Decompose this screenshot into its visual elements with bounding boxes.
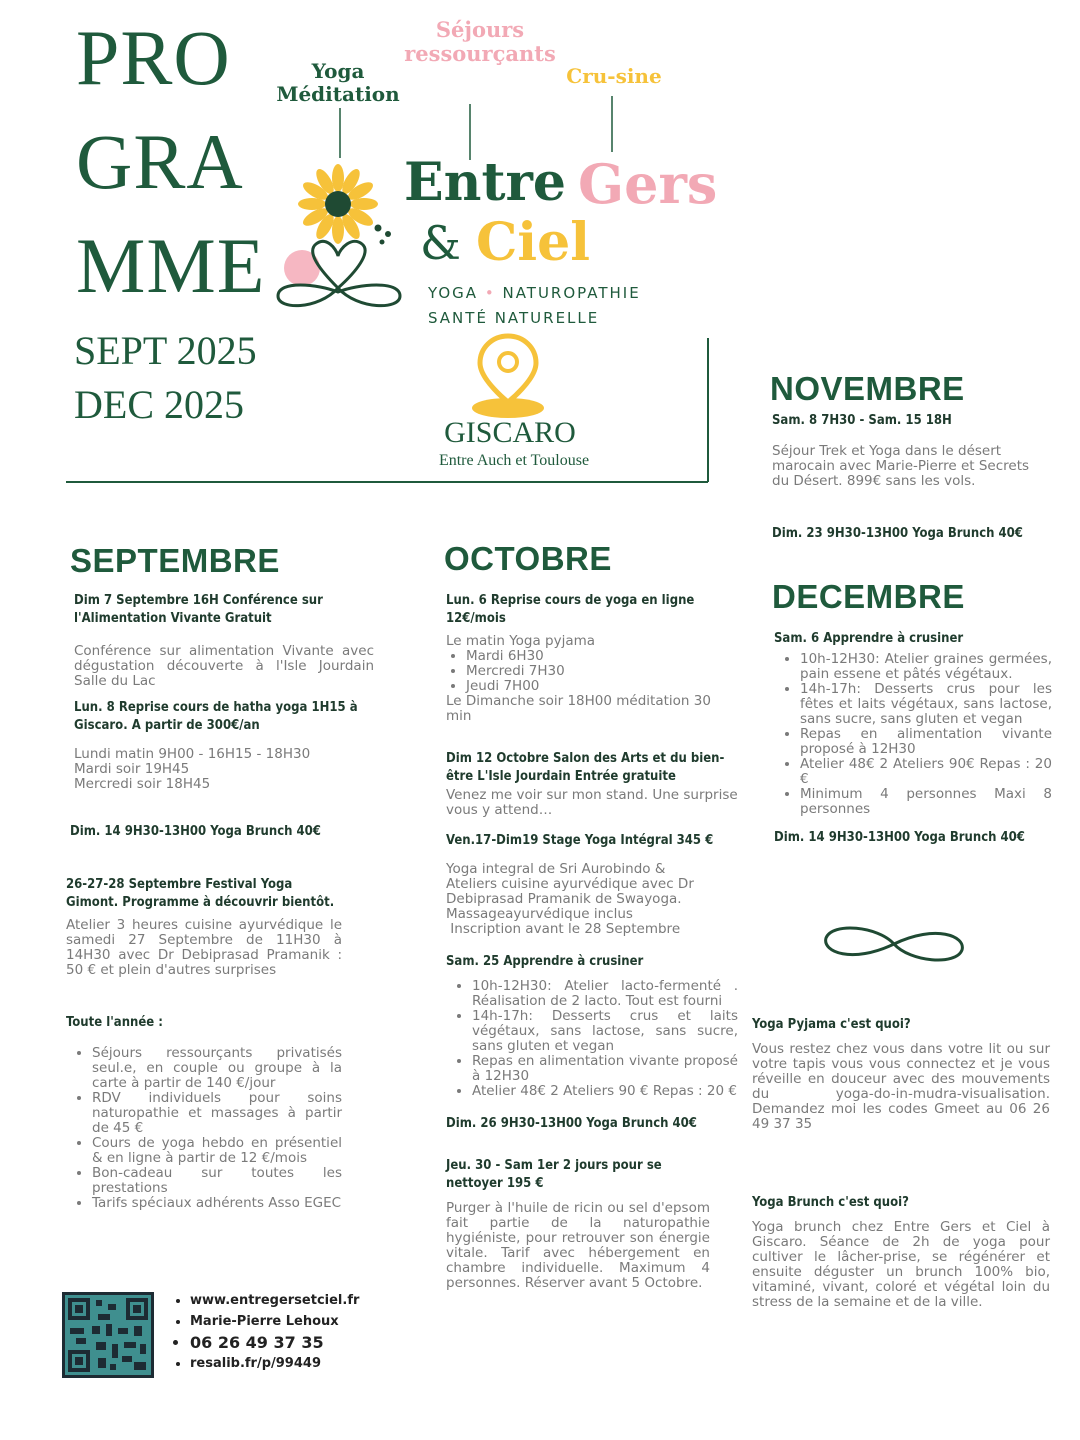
sept-event2-line1: Lundi matin 9H00 - 16H15 - 18H30: [74, 746, 311, 762]
sept-event2-schedule: [74, 747, 374, 792]
year-title: Toute l'année :: [66, 1015, 163, 1030]
faq-pyjama-desc: Vous restez chez vous dans votre lit ou sur votre tapis vous vous connectez et je vous réveille en douceur avec des mouvements du yoga-do-in-mudra-visualisation. Demandez moi les codes Gmeet au 06 26 49 37 35: [752, 1041, 1050, 1132]
contact-booking[interactable]: • resalib.fr/p/99449: [190, 1353, 359, 1374]
programme-line-3: MME: [76, 222, 266, 309]
faq-brunch-desc: Yoga brunch chez Entre Gers et Ciel à Giscaro. Séance de 2h de yoga pour cultiver le lâcher-prise, se régénérer et ensuite déguster un brunch 100% bio, vitaminé, vivant, coloré et végétal loin du stress de la semaine et de la ville.: [752, 1219, 1050, 1310]
subtitle-dot-icon: •: [484, 284, 496, 302]
novembre-section: [772, 412, 1048, 543]
brand-subtitle-line2: SANTÉ NATURELLE: [428, 309, 600, 327]
location-pin-icon: [468, 332, 548, 420]
sept-event4-desc: Atelier 3 heures cuisine ayurvédique le samedi 27 Septembre de 11H30 à 14H30 avec Dr Debiprasad Pramanik : 50 € et plein d'autres surprises: [66, 917, 342, 978]
location-subtitle: Entre Auch et Toulouse: [438, 452, 590, 469]
oct-event2-desc: Venez me voir sur mon stand. Une surprise vous y attend…: [446, 787, 738, 818]
oct-event4-item: • 14h-17h: Desserts crus et laits végétaux, sans lactose, sans sucre, sans gluten et vegan: [472, 1009, 738, 1054]
subtitle-naturopathie: NATUROPATHIE: [502, 284, 641, 302]
dec-event1-item: • 14h-17h: Desserts crus pour les fêtes et laits végétaux, sans lactose, sans sucre, sans gluten et vegan: [800, 682, 1052, 727]
oct-event1-title: Lun. 6 Reprise cours de yoga en ligne 12€/mois: [446, 593, 695, 626]
oct-event1-item: • Mercredi 7H30: [466, 664, 738, 679]
faq-pyjama: [752, 1016, 1050, 1132]
contact-phone[interactable]: • 06 26 49 37 35: [190, 1332, 359, 1353]
programme-line-1: PRO: [76, 14, 231, 101]
oct-event2-title: Dim 12 Octobre Salon des Arts et du bien-être L'Isle Jourdain Entrée gratuite: [446, 751, 725, 784]
dec-event1-item: • Atelier 48€ 2 Ateliers 90€ Repas : 20 €: [800, 757, 1052, 787]
septembre-festival: [66, 876, 342, 978]
subtitle-yoga: YOGA: [428, 284, 479, 302]
qr-code-icon[interactable]: [62, 1292, 154, 1378]
brand-gers: Gers: [578, 152, 718, 216]
tag-meditation: Méditation: [276, 82, 400, 106]
year-item: • Tarifs spéciaux adhérents Asso EGEC: [92, 1196, 342, 1211]
month-novembre: NOVEMBRE: [770, 370, 965, 407]
sept-event2-line2: Mardi soir 19H45: [74, 761, 190, 777]
contact-name: • Marie-Pierre Lehoux: [190, 1311, 359, 1332]
year-list: [66, 1046, 342, 1211]
sept-event1-title: Dim 7 Septembre 16H Conférence sur l'Alimentation Vivante Gratuit: [74, 593, 323, 626]
nov-event1-title: Sam. 8 7H30 - Sam. 15 18H: [772, 413, 952, 428]
oct-event3-line: Debiprasad Pramanik de Swayoga.: [446, 891, 682, 907]
sept-event3-title: Dim. 14 9H30-13H00 Yoga Brunch 40€: [70, 824, 321, 839]
oct-event4-item: • 10h-12H30: Atelier lacto-fermenté . Réalisation de 2 lacto. Tout est fourni: [472, 979, 738, 1009]
toute-annee-section: [66, 1014, 342, 1211]
octobre-section: [446, 592, 738, 1291]
tag-sejours-line2: ressourçants: [404, 41, 556, 66]
oct-event5-title: Dim. 26 9H30-13H00 Yoga Brunch 40€: [446, 1116, 697, 1131]
programme-line-2: GRA: [76, 118, 244, 205]
month-decembre: DECEMBRE: [772, 578, 965, 615]
brand-ciel: Ciel: [476, 212, 590, 273]
tag-sejours-line1: Séjours: [435, 17, 525, 42]
oct-event6-title: Jeu. 30 - Sam 1er 2 jours pour se nettoyer 195 €: [446, 1158, 662, 1191]
oct-event3-title: Ven.17-Dim19 Stage Yoga Intégral 345 €: [446, 833, 714, 848]
sunflower-heart-logo-icon: [270, 160, 410, 330]
contact-info: [168, 1290, 359, 1374]
dec-event1-list: [774, 652, 1052, 817]
dec-event1-item: • Minimum 4 personnes Maxi 8 personnes: [800, 787, 1052, 817]
nov-event1-desc: Séjour Trek et Yoga dans le désert marocain avec Marie-Pierre et Secrets du Désert. 899€ sans les vols.: [772, 443, 1030, 489]
tag-crusine: Cru-sine: [566, 64, 662, 88]
dec-event1-title: Sam. 6 Apprendre à crusiner: [774, 631, 964, 646]
contact-website[interactable]: • www.entregersetciel.fr: [190, 1290, 359, 1311]
faq-pyjama-title: Yoga Pyjama c'est quoi?: [752, 1017, 911, 1032]
year-item: • Cours de yoga hebdo en présentiel & en ligne à partir de 12 €/mois: [92, 1136, 342, 1166]
sept-event2-line3: Mercredi soir 18H45: [74, 776, 211, 792]
oct-event3-line: Massageayurvédique inclus: [446, 906, 633, 922]
oct-event1-intro: Le matin Yoga pyjama: [446, 633, 596, 649]
oct-event1-outro: Le Dimanche soir 18H00 méditation 30 min: [446, 693, 711, 724]
brand-subtitle-line1: [428, 284, 641, 302]
month-septembre: SEPTEMBRE: [70, 542, 280, 579]
dec-event1-item: • 10h-12H30: Atelier graines germées, pain essene et pâtés végétaux.: [800, 652, 1052, 682]
dec-event1-item: • Repas en alimentation vivante proposé à 12H30: [800, 727, 1052, 757]
oct-event4-list: [446, 979, 738, 1099]
decembre-section: [774, 630, 1052, 847]
faq-brunch-title: Yoga Brunch c'est quoi?: [752, 1195, 909, 1210]
year-item: • Séjours ressourçants privatisés seul.e, en couple ou groupe à la carte à partir de 140 €/jour: [92, 1046, 342, 1091]
date-end: DEC 2025: [74, 382, 244, 427]
faq-brunch: [752, 1194, 1050, 1310]
location-name: GISCARO: [444, 416, 576, 449]
tag-yoga: Yoga: [311, 59, 365, 83]
oct-event3-line: Inscription avant le 28 Septembre: [446, 921, 681, 937]
oct-event1-list: [446, 649, 738, 694]
oct-event1-item: • Mardi 6H30: [466, 649, 738, 664]
oct-event1-desc: [446, 634, 738, 724]
oct-event3-line: Ateliers cuisine ayurvédique avec Dr: [446, 876, 694, 892]
nov-event2-title: Dim. 23 9H30-13H00 Yoga Brunch 40€: [772, 526, 1023, 541]
brand-entre: Entre: [404, 152, 566, 213]
date-start: SEPT 2025: [74, 328, 257, 373]
sept-event1-desc: Conférence sur alimentation Vivante avec dégustation découverte à l'Isle Jourdain Salle du Lac: [74, 643, 374, 689]
septembre-section: [74, 592, 374, 792]
brand-amp: &: [420, 216, 461, 270]
oct-event3-desc: [446, 862, 738, 937]
dec-event2-title: Dim. 14 9H30-13H00 Yoga Brunch 40€: [774, 830, 1025, 845]
oct-event4-item: • Atelier 48€ 2 Ateliers 90 € Repas : 20 €: [472, 1084, 738, 1099]
oct-event4-title: Sam. 25 Apprendre à crusiner: [446, 954, 644, 969]
sept-event2-title: Lun. 8 Reprise cours de hatha yoga 1H15 à Giscaro. A partir de 300€/an: [74, 700, 358, 733]
oct-event4-item: • Repas en alimentation vivante proposé à 12H30: [472, 1054, 738, 1084]
oct-event1-item: • Jeudi 7H00: [466, 679, 738, 694]
sept-event4-title: 26-27-28 Septembre Festival Yoga Gimont. Programme à découvrir bientôt.: [66, 877, 335, 910]
year-item: • RDV individuels pour soins naturopathie et massages à partir de 45 €: [92, 1091, 342, 1136]
year-item: • Bon-cadeau sur toutes les prestations: [92, 1166, 342, 1196]
infinity-icon: [822, 920, 966, 968]
month-octobre: OCTOBRE: [444, 540, 612, 577]
oct-event6-desc: Purger à l'huile de ricin ou sel d'epsom fait partie de la naturopathie hygiéniste, pour retrouver son énergie vitale. Tarif avec hébergement en chambre individuelle. Maximum 4 personnes. Réserver avant 5 Octobre.: [446, 1200, 710, 1291]
oct-event3-line: Yoga integral de Sri Aurobindo &: [446, 861, 666, 877]
